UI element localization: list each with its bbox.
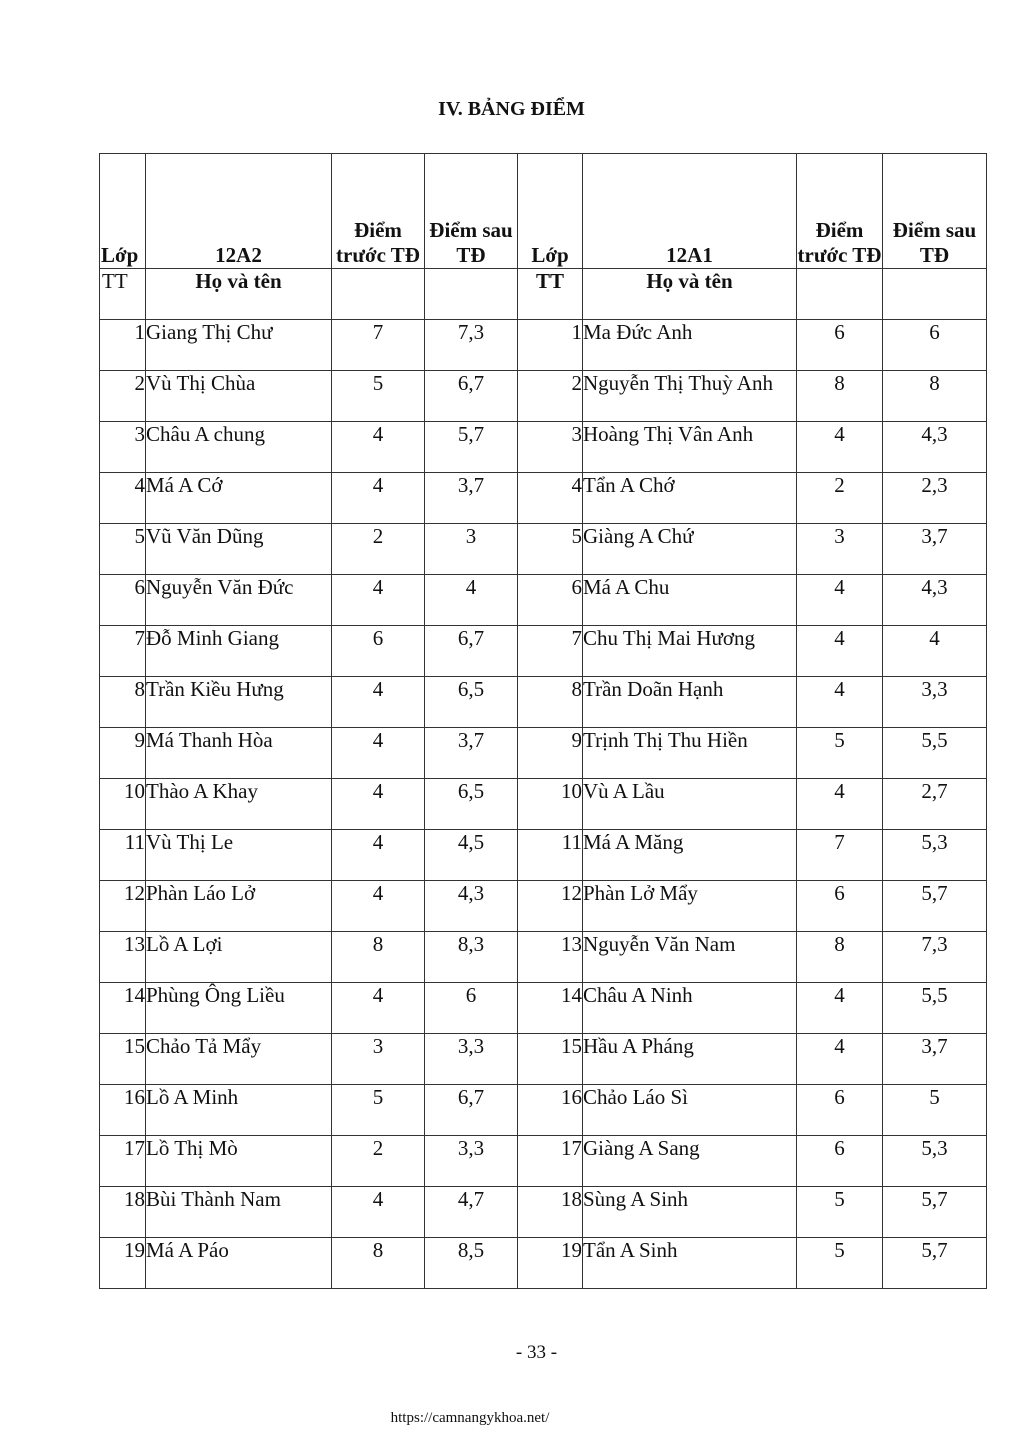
student-name-left: Phàn Láo Lở (146, 881, 332, 932)
score-after-left: 3,7 (425, 473, 518, 524)
score-before-left: 2 (332, 1136, 425, 1187)
header-after-left: Điểm sau TĐ (425, 154, 518, 269)
student-name-left: Giang Thị Chư (146, 320, 332, 371)
row-number-right: 13 (518, 932, 583, 983)
header-class-left: 12A2 (146, 154, 332, 269)
row-number-right: 3 (518, 422, 583, 473)
row-number-left: 7 (100, 626, 146, 677)
row-number-left: 19 (100, 1238, 146, 1289)
row-number-left: 13 (100, 932, 146, 983)
header-lop-right: Lớp (518, 154, 583, 269)
student-name-right: Ma Đức Anh (583, 320, 797, 371)
student-name-right: Trịnh Thị Thu Hiền (583, 728, 797, 779)
student-name-right: Vù A Lầu (583, 779, 797, 830)
page-number: - 33 - (515, 1342, 558, 1363)
score-before-right: 3 (797, 524, 883, 575)
table-row (100, 881, 987, 932)
score-after-left: 4,5 (425, 830, 518, 881)
table-row (100, 830, 987, 881)
score-before-right: 2 (797, 473, 883, 524)
subheader-name-right: Họ và tên (583, 269, 797, 320)
student-name-right: Châu A Ninh (583, 983, 797, 1034)
score-after-left: 3,3 (425, 1034, 518, 1085)
score-after-right: 5,3 (883, 1136, 987, 1187)
row-number-left: 9 (100, 728, 146, 779)
score-before-left: 8 (332, 1238, 425, 1289)
row-number-left: 17 (100, 1136, 146, 1187)
score-before-right: 5 (797, 1187, 883, 1238)
grade-table (99, 153, 987, 1289)
score-before-right: 4 (797, 779, 883, 830)
score-after-left: 3 (425, 524, 518, 575)
student-name-left: Má A Páo (146, 1238, 332, 1289)
row-number-left: 2 (100, 371, 146, 422)
score-after-left: 3,7 (425, 728, 518, 779)
row-number-left: 5 (100, 524, 146, 575)
table-row (100, 524, 987, 575)
header-before-left: Điểm trước TĐ (332, 154, 425, 269)
student-name-right: Má A Măng (583, 830, 797, 881)
score-after-left: 8,3 (425, 932, 518, 983)
student-name-left: Phùng Ông Liều (146, 983, 332, 1034)
score-before-right: 4 (797, 677, 883, 728)
subheader-name-left: Họ và tên (146, 269, 332, 320)
student-name-left: Chảo Tả Mẩy (146, 1034, 332, 1085)
row-number-right: 12 (518, 881, 583, 932)
student-name-right: Tẩn A Sinh (583, 1238, 797, 1289)
score-before-left: 8 (332, 932, 425, 983)
table-row (100, 779, 987, 830)
row-number-left: 10 (100, 779, 146, 830)
table-row (100, 983, 987, 1034)
score-before-left: 4 (332, 881, 425, 932)
score-before-left: 4 (332, 677, 425, 728)
score-after-left: 5,7 (425, 422, 518, 473)
score-after-left: 6,5 (425, 677, 518, 728)
student-name-left: Má Thanh Hòa (146, 728, 332, 779)
score-after-right: 2,3 (883, 473, 987, 524)
score-after-right: 3,3 (883, 677, 987, 728)
row-number-right: 5 (518, 524, 583, 575)
student-name-right: Chảo Láo Sì (583, 1085, 797, 1136)
student-name-left: Trần Kiều Hưng (146, 677, 332, 728)
table-row (100, 320, 987, 371)
row-number-right: 16 (518, 1085, 583, 1136)
student-name-left: Vù Thị Le (146, 830, 332, 881)
student-name-left: Thào A Khay (146, 779, 332, 830)
score-before-right: 4 (797, 422, 883, 473)
subheader-empty-cell (425, 269, 518, 320)
student-name-right: Nguyễn Thị Thuỳ Anh (583, 371, 797, 422)
row-number-right: 2 (518, 371, 583, 422)
score-before-right: 5 (797, 728, 883, 779)
table-row (100, 1187, 987, 1238)
student-name-left: Má A Cớ (146, 473, 332, 524)
student-name-right: Má A Chu (583, 575, 797, 626)
subheader-tt-left: TT (100, 269, 146, 320)
student-name-right: Phàn Lở Mẩy (583, 881, 797, 932)
score-after-left: 8,5 (425, 1238, 518, 1289)
score-after-right: 4,3 (883, 422, 987, 473)
score-before-right: 4 (797, 575, 883, 626)
score-before-left: 5 (332, 1085, 425, 1136)
table-row (100, 626, 987, 677)
score-after-left: 6 (425, 983, 518, 1034)
score-after-right: 4,3 (883, 575, 987, 626)
student-name-right: Hoàng Thị Vân Anh (583, 422, 797, 473)
row-number-left: 14 (100, 983, 146, 1034)
score-before-right: 8 (797, 932, 883, 983)
score-after-right: 5,7 (883, 881, 987, 932)
row-number-right: 15 (518, 1034, 583, 1085)
student-name-right: Chu Thị Mai Hương (583, 626, 797, 677)
row-number-right: 6 (518, 575, 583, 626)
row-number-right: 19 (518, 1238, 583, 1289)
score-after-right: 8 (883, 371, 987, 422)
row-number-right: 14 (518, 983, 583, 1034)
subheader-empty-cell (332, 269, 425, 320)
student-name-left: Lồ Thị Mò (146, 1136, 332, 1187)
student-name-left: Vù Thị Chùa (146, 371, 332, 422)
score-after-right: 7,3 (883, 932, 987, 983)
row-number-right: 18 (518, 1187, 583, 1238)
student-name-right: Giàng A Chứ (583, 524, 797, 575)
row-number-left: 12 (100, 881, 146, 932)
row-number-left: 8 (100, 677, 146, 728)
row-number-right: 10 (518, 779, 583, 830)
row-number-right: 9 (518, 728, 583, 779)
score-after-right: 5,5 (883, 983, 987, 1034)
student-name-left: Đỗ Minh Giang (146, 626, 332, 677)
student-name-right: Tẩn A Chớ (583, 473, 797, 524)
score-before-right: 5 (797, 1238, 883, 1289)
score-before-left: 4 (332, 1187, 425, 1238)
row-number-left: 15 (100, 1034, 146, 1085)
row-number-right: 4 (518, 473, 583, 524)
row-number-right: 11 (518, 830, 583, 881)
score-after-left: 4,7 (425, 1187, 518, 1238)
student-name-right: Nguyễn Văn Nam (583, 932, 797, 983)
header-before-right: Điểm trước TĐ (797, 154, 883, 269)
subheader-empty-cell (883, 269, 987, 320)
footer-url: https://camnangykhoa.net/ (390, 1410, 550, 1426)
row-number-right: 8 (518, 677, 583, 728)
table-row (100, 1085, 987, 1136)
score-before-left: 5 (332, 371, 425, 422)
score-before-left: 4 (332, 779, 425, 830)
table-row (100, 575, 987, 626)
score-after-left: 4 (425, 575, 518, 626)
student-name-left: Lồ A Minh (146, 1085, 332, 1136)
score-before-right: 6 (797, 1085, 883, 1136)
student-name-left: Lồ A Lợi (146, 932, 332, 983)
row-number-left: 1 (100, 320, 146, 371)
score-after-left: 6,7 (425, 371, 518, 422)
header-lop-left: Lớp (100, 154, 146, 269)
score-after-right: 3,7 (883, 524, 987, 575)
score-after-left: 6,7 (425, 1085, 518, 1136)
student-name-left: Châu A chung (146, 422, 332, 473)
student-name-left: Vũ Văn Dũng (146, 524, 332, 575)
score-before-left: 4 (332, 422, 425, 473)
score-after-right: 5,7 (883, 1187, 987, 1238)
row-number-left: 6 (100, 575, 146, 626)
score-after-right: 5,7 (883, 1238, 987, 1289)
table-subheader-row (100, 269, 987, 320)
score-before-right: 4 (797, 1034, 883, 1085)
header-after-right: Điểm sau TĐ (883, 154, 987, 269)
table-row (100, 422, 987, 473)
row-number-right: 1 (518, 320, 583, 371)
score-after-left: 4,3 (425, 881, 518, 932)
row-number-left: 16 (100, 1085, 146, 1136)
score-before-right: 4 (797, 626, 883, 677)
score-before-right: 4 (797, 983, 883, 1034)
row-number-left: 3 (100, 422, 146, 473)
score-after-left: 6,7 (425, 626, 518, 677)
student-name-right: Sùng A Sinh (583, 1187, 797, 1238)
score-after-left: 7,3 (425, 320, 518, 371)
score-before-left: 3 (332, 1034, 425, 1085)
row-number-right: 7 (518, 626, 583, 677)
student-name-right: Hầu A Pháng (583, 1034, 797, 1085)
table-row (100, 473, 987, 524)
table-row (100, 677, 987, 728)
score-before-left: 4 (332, 728, 425, 779)
score-after-right: 2,7 (883, 779, 987, 830)
score-after-left: 6,5 (425, 779, 518, 830)
student-name-left: Bùi Thành Nam (146, 1187, 332, 1238)
score-before-left: 4 (332, 473, 425, 524)
score-after-right: 4 (883, 626, 987, 677)
page-title: IV. BẢNG ĐIỂM (438, 98, 585, 120)
score-before-left: 7 (332, 320, 425, 371)
table-row (100, 371, 987, 422)
score-before-left: 2 (332, 524, 425, 575)
header-class-right: 12A1 (583, 154, 797, 269)
score-after-right: 5 (883, 1085, 987, 1136)
row-number-left: 4 (100, 473, 146, 524)
student-name-left: Nguyễn Văn Đức (146, 575, 332, 626)
row-number-left: 11 (100, 830, 146, 881)
score-before-left: 4 (332, 830, 425, 881)
table-header-row (100, 154, 987, 269)
score-after-right: 5,5 (883, 728, 987, 779)
row-number-left: 18 (100, 1187, 146, 1238)
student-name-right: Trần Doãn Hạnh (583, 677, 797, 728)
score-before-left: 6 (332, 626, 425, 677)
table-row (100, 728, 987, 779)
row-number-right: 17 (518, 1136, 583, 1187)
score-before-right: 7 (797, 830, 883, 881)
subheader-empty-cell (797, 269, 883, 320)
score-before-left: 4 (332, 575, 425, 626)
score-after-right: 6 (883, 320, 987, 371)
subheader-tt-right: TT (518, 269, 583, 320)
table-row (100, 1238, 987, 1289)
score-after-right: 3,7 (883, 1034, 987, 1085)
table-row (100, 1136, 987, 1187)
score-before-right: 8 (797, 371, 883, 422)
score-after-left: 3,3 (425, 1136, 518, 1187)
table-row (100, 1034, 987, 1085)
table-row (100, 932, 987, 983)
score-after-right: 5,3 (883, 830, 987, 881)
score-before-left: 4 (332, 983, 425, 1034)
score-before-right: 6 (797, 320, 883, 371)
score-before-right: 6 (797, 1136, 883, 1187)
student-name-right: Giàng A Sang (583, 1136, 797, 1187)
score-before-right: 6 (797, 881, 883, 932)
